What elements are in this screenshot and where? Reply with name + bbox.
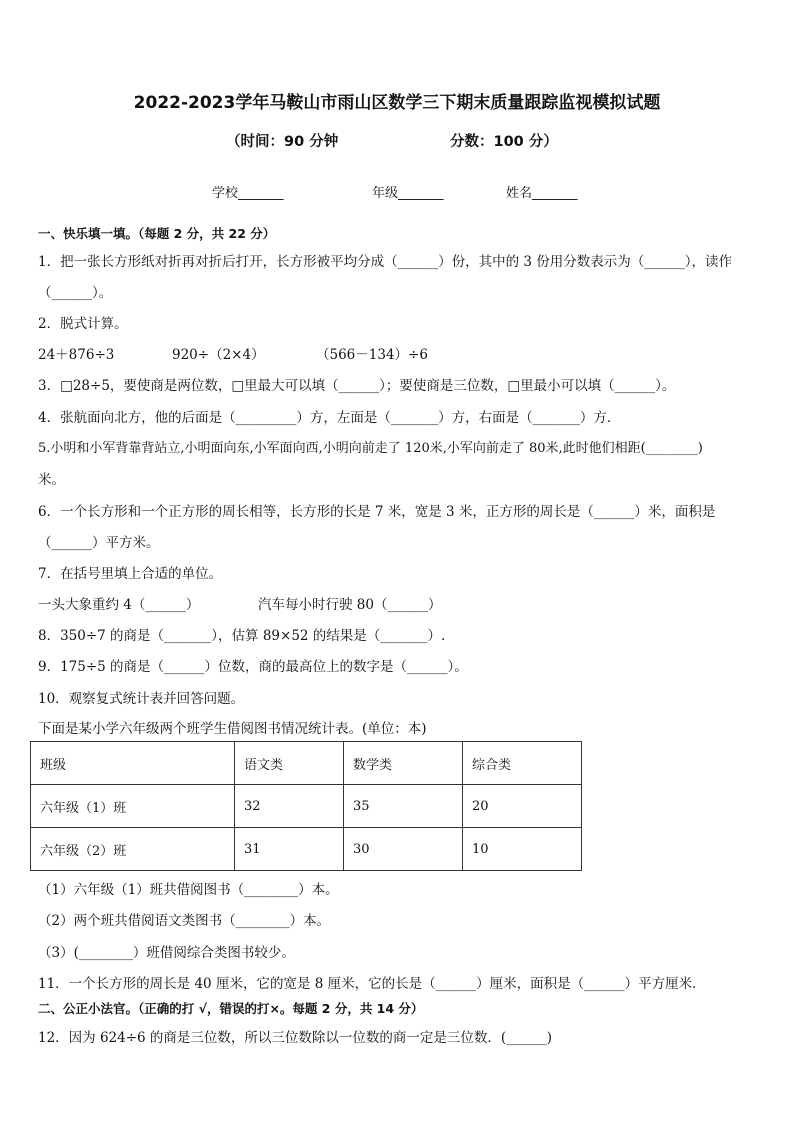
table-row bbox=[31, 785, 582, 828]
table-cell: 32 bbox=[235, 785, 344, 828]
question-7-part-b: 汽车每小时行驶 80（______） bbox=[258, 597, 442, 613]
question-12: 12．因为 624÷6 的商是三位数，所以三位数除以一位数的商一定是三位数．(______) bbox=[38, 1030, 552, 1046]
question-2-expression-3: （566－134）÷6 bbox=[316, 347, 428, 363]
question-2: 2．脱式计算。 bbox=[38, 316, 128, 332]
table-caption: 下面是某小学六年级两个班学生借阅图书情况统计表。(单位：本) bbox=[38, 721, 427, 737]
section-2-heading: 二、公正小法官。（正确的打 √，错误的打×。每题 2 分，共 14 分） bbox=[38, 1001, 424, 1016]
question-7: 7．在括号里填上合适的单位。 bbox=[38, 566, 223, 582]
section-1-heading: 一、快乐填一填。（每题 2 分，共 22 分） bbox=[38, 226, 276, 241]
table-cell: 35 bbox=[344, 785, 463, 828]
exam-time: （时间：90 分钟 bbox=[226, 134, 339, 150]
table-row bbox=[31, 828, 582, 871]
table-cell: 20 bbox=[463, 785, 582, 828]
question-11: 11．一个长方形的周长是 40 厘米，它的宽是 8 厘米，它的长是（______）厘米，面积是（______）平方厘米． bbox=[38, 976, 706, 992]
question-7-part-a: 一头大象重约 4（______） bbox=[38, 597, 200, 613]
question-3: 3．□28÷5，要使商是两位数，□里最大可以填（______）；要使商是三位数，□里最小可以填（______）。 bbox=[38, 378, 676, 394]
question-10-part-1: （1）六年级（1）班共借阅图书（________）本。 bbox=[38, 882, 339, 898]
question-5-line-2: 米。 bbox=[38, 472, 65, 488]
table-header-row bbox=[31, 742, 582, 785]
table-header-cell: 综合类 bbox=[463, 742, 582, 785]
table-cell: 六年级（1）班 bbox=[31, 785, 235, 828]
exam-score: 分数：100 分） bbox=[450, 134, 558, 150]
question-1-line-2: （______）。 bbox=[38, 285, 113, 301]
question-2-expression-1: 24＋876÷3 bbox=[38, 347, 115, 363]
question-2-expression-2: 920÷（2×4） bbox=[172, 347, 265, 363]
name-field: 姓名_______ bbox=[506, 186, 578, 201]
question-1-line-1: 1．把一张长方形纸对折再对折后打开，长方形被平均分成（______）份，其中的 3 份用分数表示为（______），读作 bbox=[38, 254, 733, 270]
question-9: 9．175÷5 的商是（______）位数，商的最高位上的数字是（______）。 bbox=[38, 659, 468, 675]
question-4: 4．张航面向北方，他的后面是（_________）方，左面是（_______）方，右面是（_______）方． bbox=[38, 410, 621, 426]
table-cell: 10 bbox=[463, 828, 582, 871]
question-6-line-2: （______）平方米。 bbox=[38, 535, 160, 551]
page-title: 2022-2023学年马鞍山市雨山区数学三下期末质量跟踪监视模拟试题 bbox=[133, 93, 661, 113]
school-field: 学校_______ bbox=[212, 186, 284, 201]
question-10-part-2: （2）两个班共借阅语文类图书（________）本。 bbox=[38, 913, 331, 929]
question-10: 10．观察复式统计表并回答问题。 bbox=[38, 691, 245, 707]
table-header-cell: 数学类 bbox=[344, 742, 463, 785]
question-6-line-1: 6．一个长方形和一个正方形的周长相等，长方形的长是 7 米，宽是 3 米，正方形的周长是（______）米，面积是 bbox=[38, 504, 716, 520]
statistics-table bbox=[30, 741, 582, 871]
question-10-part-3: （3）(________）班借阅综合类图书较少。 bbox=[38, 945, 295, 961]
table-header-cell: 语文类 bbox=[235, 742, 344, 785]
table-cell: 30 bbox=[344, 828, 463, 871]
grade-field: 年级_______ bbox=[372, 186, 444, 201]
table-header-cell: 班级 bbox=[31, 742, 235, 785]
table-cell: 31 bbox=[235, 828, 344, 871]
table-cell: 六年级（2）班 bbox=[31, 828, 235, 871]
question-5-line-1: 5.小明和小军背靠背站立,小明面向东,小军面向西,小明向前走了 120米,小军向前走了 80米,此时他们相距(________) bbox=[38, 441, 703, 456]
question-8: 8．350÷7 的商是（_______），估算 89×52 的结果是（_______）. bbox=[38, 628, 446, 644]
